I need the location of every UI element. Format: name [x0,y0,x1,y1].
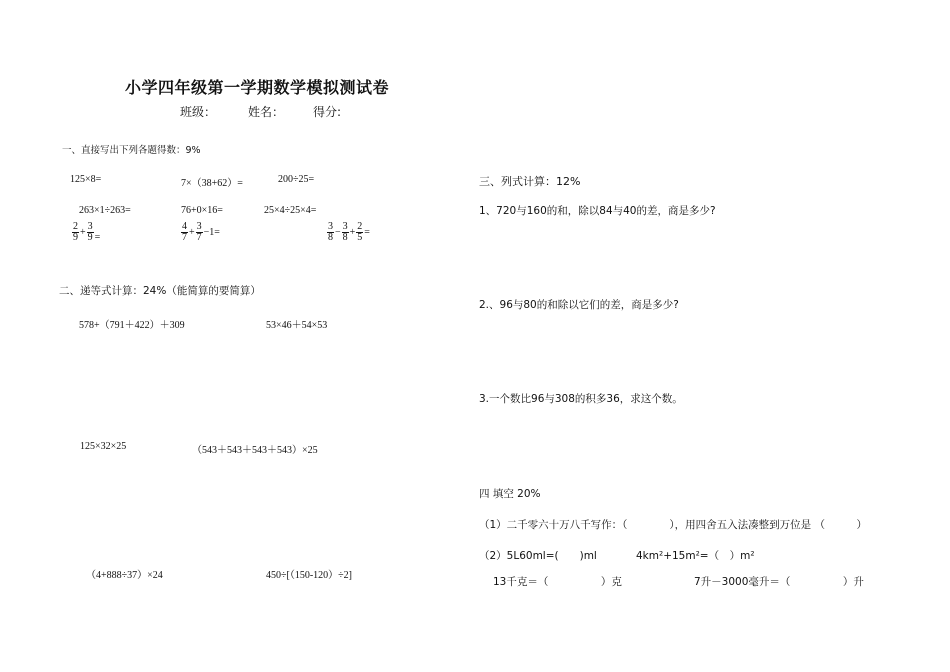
s4-line-3b: 7升－3000毫升＝（ ）升 [694,576,864,588]
section3-heading: 三、列式计算：12% [479,175,581,188]
s2-expr-1: 578+（791＋422）＋309 [79,320,185,331]
fraction: $\frac{3}{8}$ [328,221,333,243]
section1-heading: 一、直接写出下列各题得数：9% [62,145,201,156]
s1-expr-3: 200÷25= [278,174,315,185]
s2-expr-4: （543＋543＋543＋543）×25 [192,445,318,456]
s1-expr-6: 25×4÷25×4= [264,205,317,216]
fraction: $\frac{3}{9}$ [87,221,93,243]
s1-expr-5: 76+0×16= [181,205,223,216]
s4-line-2b: 4km²+15m²=（ ）m² [636,550,755,562]
fraction: $\frac{3}{8}$ [342,221,348,243]
section2-heading: 二、递等式计算：24%（能简算的要简算） [59,285,261,297]
s2-expr-3: 125×32×25 [80,441,127,452]
name-field-label: 姓名： [248,105,285,119]
s1-fraction-expr-3: $\frac{3}{8}$ − $\frac{3}{8}$ + $\frac{2}{5}$ = [328,221,370,243]
s3-question-3: 3.一个数比96与308的积多36，求这个数。 [479,393,683,405]
fraction: $\frac{3}{7}$ [196,221,202,243]
s1-fraction-expr-2: $\frac{4}{7}$ + $\frac{3}{7}$ −1= [182,221,220,243]
fraction: $\frac{2}{9}$ [73,221,78,243]
score-field-label: 得分: [313,105,342,119]
s4-line-2a: （2）5L60ml=( )ml [479,550,597,562]
fraction: $\frac{4}{7}$ [182,221,187,243]
class-field-label: 班级： [180,105,217,119]
page-title: 小学四年级第一学期数学模拟测试卷 [125,78,390,97]
s2-expr-2: 53×46＋54×53 [266,320,328,331]
s2-expr-6: 450÷[（150-120）÷2] [266,570,352,581]
s1-fraction-expr-1: $\frac{2}{9}$ + $\frac{3}{9}$ = [73,221,101,243]
s1-expr-4: 263×1÷263= [79,205,131,216]
section4-heading: 四 填空 20% [479,488,541,500]
s3-question-2: 2.、96与80的和除以它们的差，商是多少? [479,299,679,311]
s1-expr-2: 7×（38+62）= [181,178,243,189]
fraction: $\frac{2}{5}$ [357,221,363,243]
s4-line-1: （1）二千零六十万八千写作：（ ），用四舍五入法凑整到万位是 （ ） [479,519,868,531]
s4-line-3a: 13千克＝（ ）克 [493,576,622,588]
s2-expr-5: （4+888÷37）×24 [86,570,163,581]
s3-question-1: 1、720与160的和，除以84与40的差，商是多少? [479,205,716,217]
s1-expr-1: 125×8= [70,174,102,185]
